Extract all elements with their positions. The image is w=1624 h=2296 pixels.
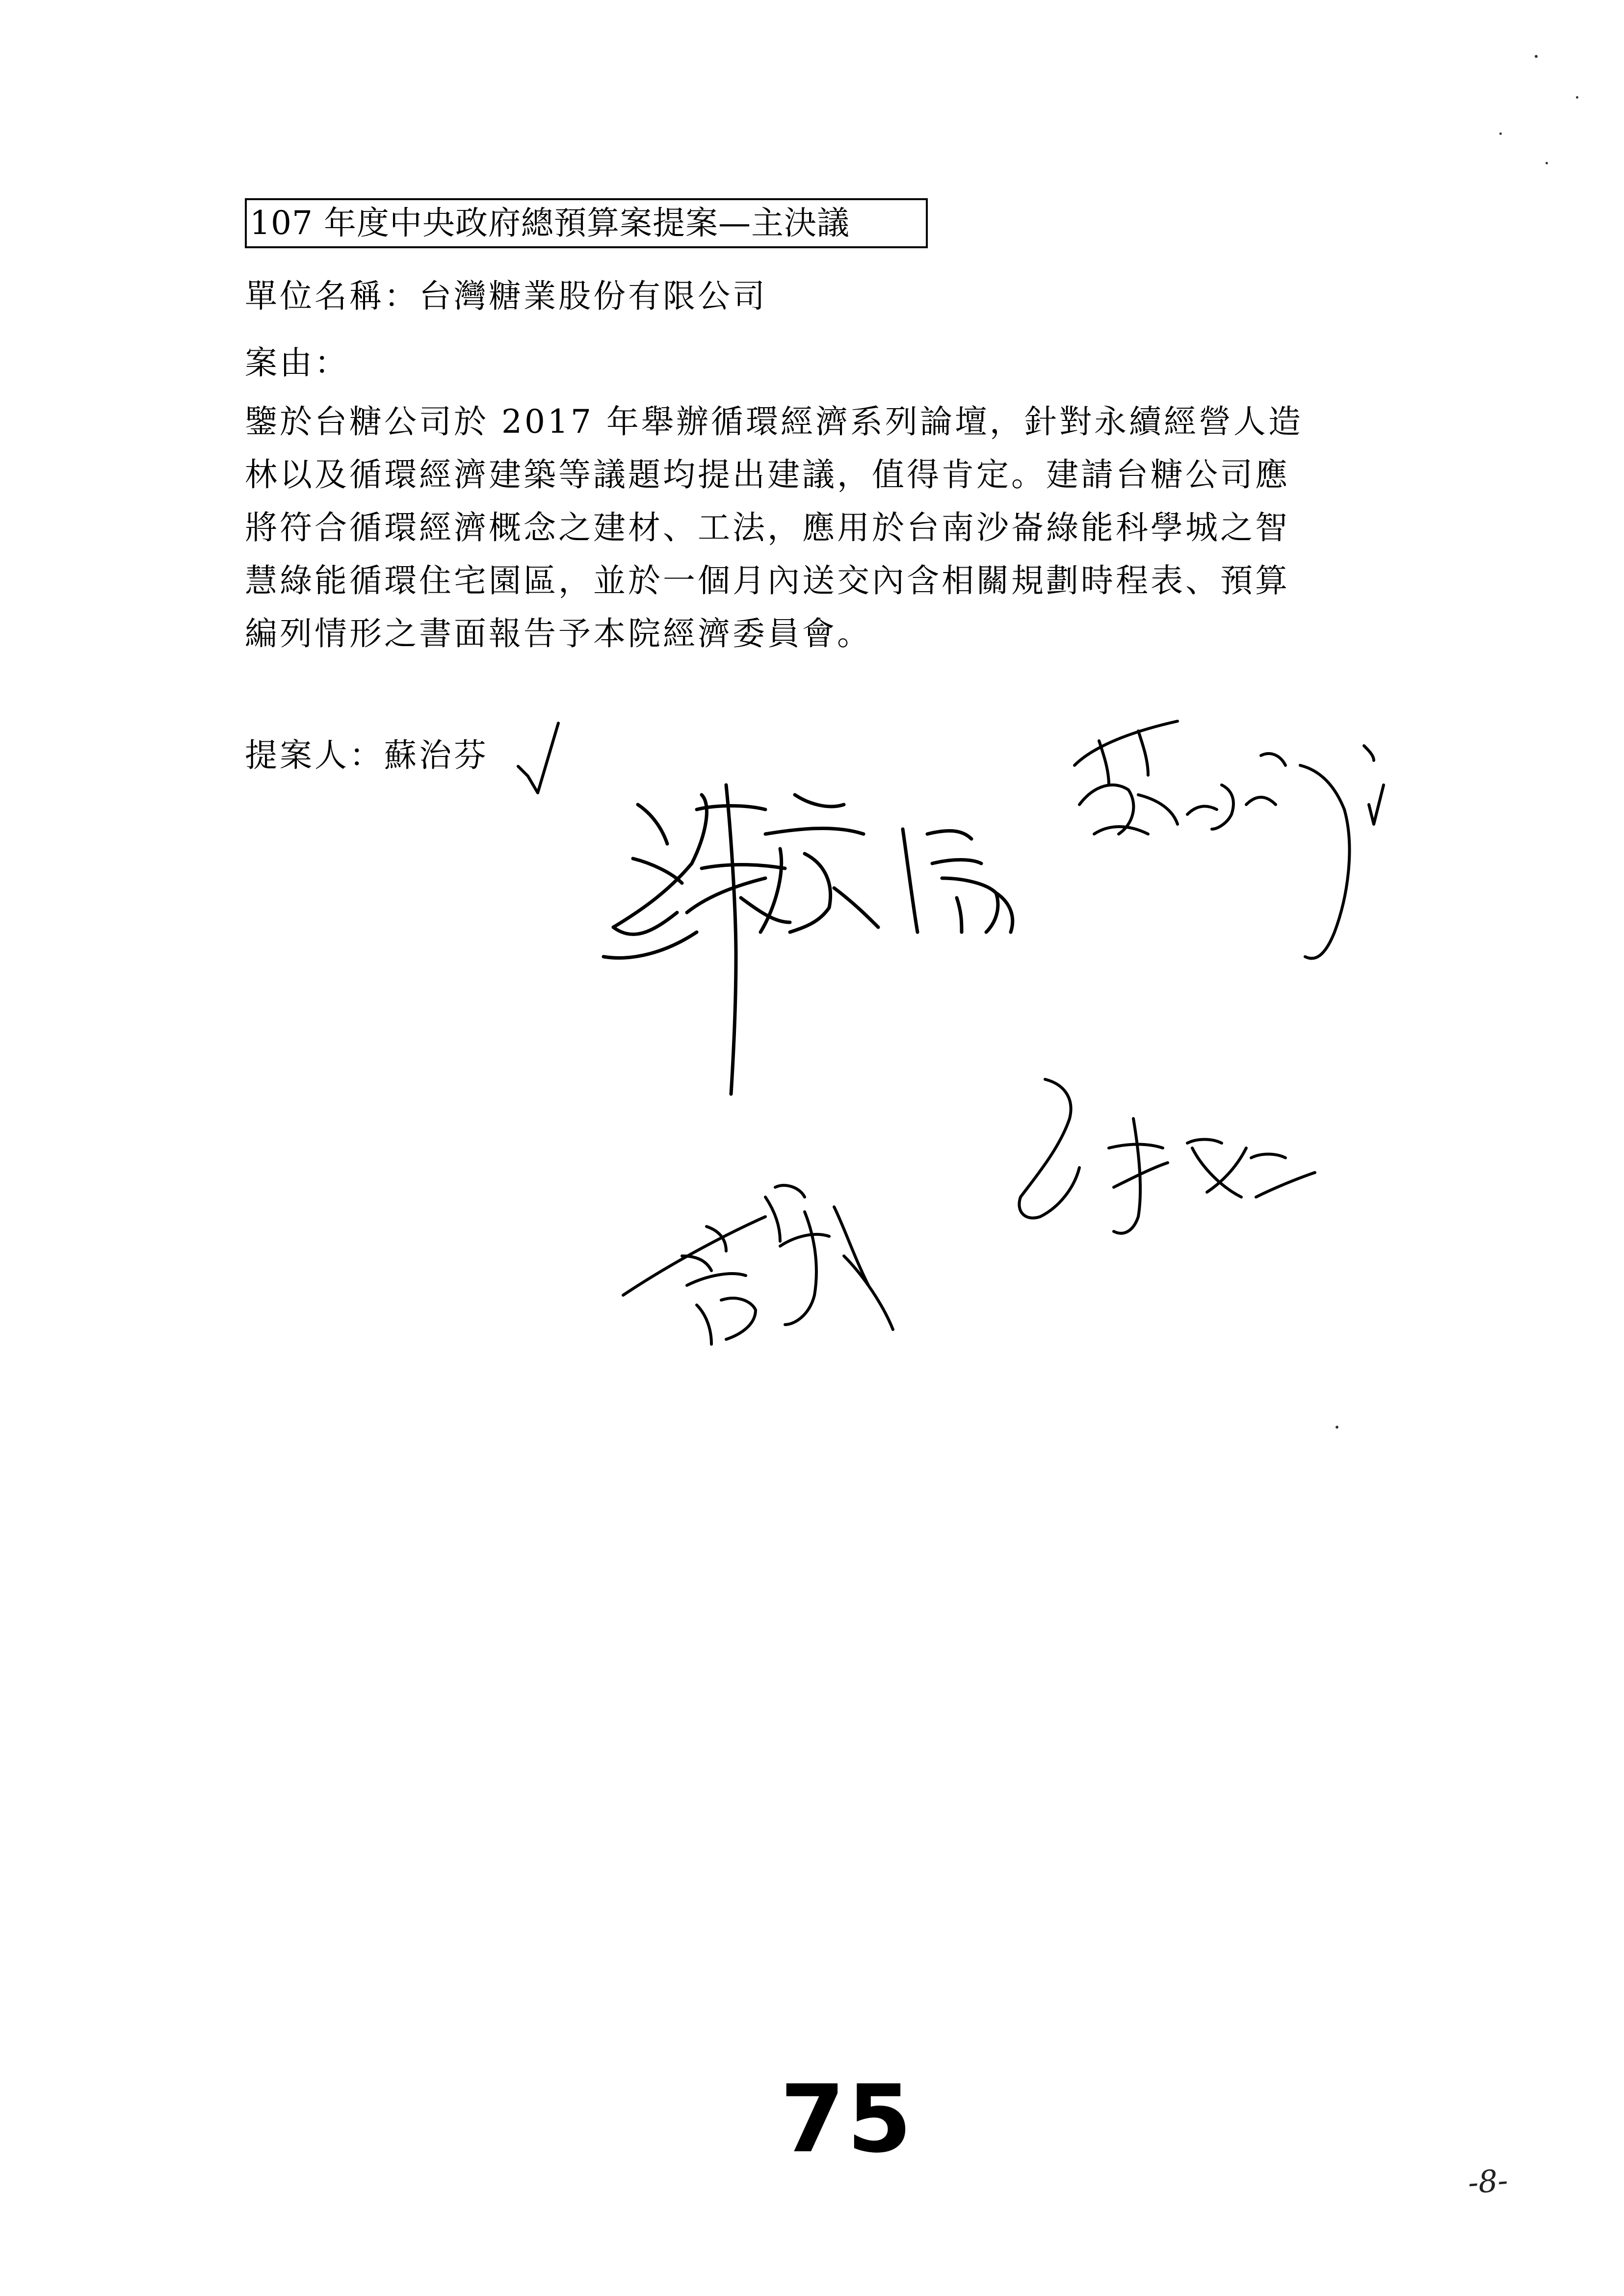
unit-name-line: 單位名稱：台灣糖業股份有限公司 <box>245 277 767 315</box>
handwritten-signature-1-icon <box>603 785 1013 1094</box>
scan-speck <box>1545 162 1548 164</box>
scan-speck <box>1336 1426 1338 1429</box>
page-number: 75 <box>780 2065 914 2173</box>
scan-speck <box>1499 132 1502 135</box>
case-body <box>245 400 1403 665</box>
document-title: 107 年度中央政府總預算案提案—主決議 <box>245 198 928 248</box>
handwritten-signature-3-icon <box>623 1185 893 1344</box>
scan-speck <box>1535 55 1538 58</box>
handwritten-signature-2-icon <box>1074 721 1384 958</box>
case-body-line: 將符合循環經濟概念之建材、工法，應用於台南沙崙綠能科學城之智 <box>245 509 1290 547</box>
handwritten-signature-4-icon <box>1019 1079 1315 1233</box>
case-body-line: 編列情形之書面報告予本院經濟委員會。 <box>245 615 872 652</box>
proposer-line: 提案人：蘇治芬 <box>245 736 489 774</box>
case-body-line: 慧綠能循環住宅園區，並於一個月內送交內含相關規劃時程表、預算 <box>245 562 1290 600</box>
case-body-line: 林以及循環經濟建築等議題均提出建議，值得肯定。建請台糖公司應 <box>245 456 1290 494</box>
handwritten-page-mark: -8- <box>1467 2162 1509 2201</box>
check-mark-icon <box>516 721 560 795</box>
case-body-line: 鑒於台糖公司於 2017 年舉辦循環經濟系列論壇，針對永續經營人造 <box>245 403 1303 441</box>
scan-speck <box>1576 96 1578 99</box>
case-label: 案由： <box>245 344 349 382</box>
